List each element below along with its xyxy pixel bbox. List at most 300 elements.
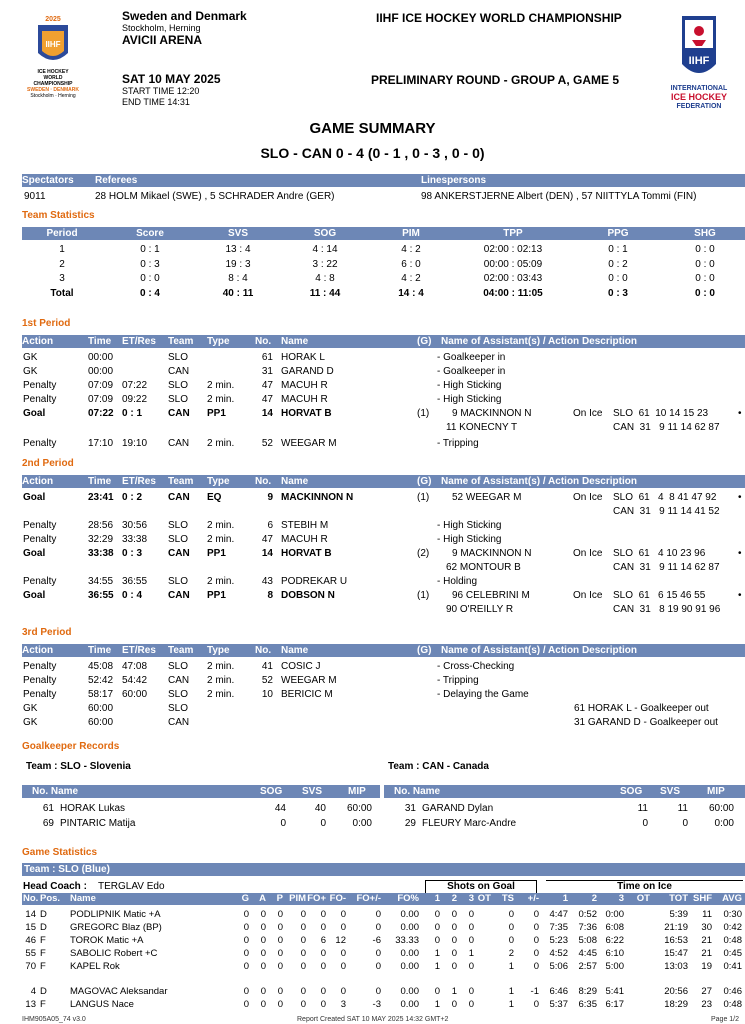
player-row — [0, 921, 745, 934]
event-header-cell: Time — [88, 336, 112, 347]
referees-value: 28 HOLM Mikael (SWE) , 5 SCHRADER Andre (GER) — [95, 191, 335, 202]
player-cell: 6:08 — [605, 922, 624, 933]
event-et: 0 : 2 — [122, 492, 143, 503]
player-cell: 0:52 — [578, 909, 597, 920]
event-header-cell: Name of Assistant(s) / Action Description — [441, 336, 637, 347]
team-stats-cell: 00:00 : 05:09 — [483, 258, 543, 270]
event-type: 2 min. — [207, 661, 235, 672]
goalkeeper-records-title: Goalkeeper Records — [22, 741, 120, 752]
player-cell: 0 — [451, 999, 457, 1010]
championship-name: IIHF ICE HOCKEY WORLD CHAMPIONSHIP — [376, 11, 622, 25]
gk-header-name: No. Name — [32, 786, 79, 797]
event-action: Goal — [23, 408, 46, 419]
event-on-ice-slo: SLO 61 4 10 23 96 — [613, 548, 706, 559]
gk-mip: 0:00 — [352, 818, 372, 829]
player-cell: 0 — [300, 935, 306, 946]
iihf-logo — [662, 14, 736, 114]
event-header-cell: Name — [281, 645, 309, 656]
player-cell: 0 — [277, 948, 283, 959]
player-cell: 15:47 — [664, 948, 688, 959]
player-cell: 0 — [340, 909, 346, 920]
player-cell: SABOLIC Robert +C — [70, 948, 158, 959]
team-stats-cell: 0 : 0 — [695, 273, 715, 284]
event-team: SLO — [168, 703, 189, 714]
event-type: PP1 — [207, 548, 226, 559]
player-cell: 0 — [320, 999, 326, 1010]
event-right-note: 61 HORAK L - Goalkeeper out — [574, 703, 709, 714]
player-cell: 1 — [434, 948, 440, 959]
game-stats-header-cell: TOT — [669, 893, 688, 904]
iihf-line-3: FEDERATION — [676, 103, 722, 110]
player-cell: 5:39 — [669, 909, 688, 920]
event-header-cell: Name of Assistant(s) / Action Description — [441, 645, 637, 656]
team-stats-cell: 0 : 0 — [694, 287, 715, 299]
period-title: 3rd Period — [22, 627, 72, 638]
event-action: Penalty — [23, 438, 57, 449]
gk-mip: 60:00 — [708, 803, 734, 814]
event-on-ice-label: On Ice — [573, 492, 603, 503]
player-cell: 0 — [300, 909, 306, 920]
team-stats-row — [0, 272, 745, 285]
event-dot-icon: • — [738, 492, 742, 503]
event-et: 0 : 3 — [122, 548, 143, 559]
event-header-cell: Name — [281, 476, 309, 487]
game-stats-header-cell: Name — [70, 893, 96, 904]
gk-svs: 40 — [314, 803, 326, 814]
event-desc: - High Sticking — [437, 394, 502, 405]
page-title: GAME SUMMARY — [309, 120, 436, 137]
footer-page: Page 1/2 — [711, 1016, 740, 1023]
head-coach-name: TERGLAV Edo — [98, 881, 165, 892]
event-no: 14 — [261, 408, 273, 419]
player-cell: D — [40, 986, 47, 997]
event-name: WEEGAR M — [281, 675, 337, 686]
team-stats-cell: 4 : 14 — [312, 244, 338, 255]
event-desc: 52 WEEGAR M — [452, 492, 522, 503]
team-stats-cell: 6 : 0 — [401, 258, 421, 270]
player-row — [0, 998, 745, 1011]
team-stats-cell: 0 : 3 — [140, 258, 160, 270]
iihf-line-1: INTERNATIONAL — [670, 85, 728, 92]
team-stats-cell: 40 : 11 — [222, 287, 254, 299]
player-cell: -6 — [372, 935, 381, 946]
event-action: Penalty — [23, 534, 57, 545]
game-date: SAT 10 MAY 2025 — [122, 72, 221, 86]
player-cell: 0 — [260, 922, 266, 933]
event-time: 60:00 — [88, 717, 114, 728]
team-stats-cell: 11 : 44 — [309, 287, 341, 299]
player-cell: 0.00 — [400, 948, 419, 959]
event-dot-icon: • — [738, 408, 742, 419]
event-header-cell: ET/Res — [122, 645, 156, 656]
event-time: 07:09 — [88, 380, 114, 391]
gk-row — [0, 817, 745, 830]
gk-team-can: Team : CAN - Canada — [388, 761, 489, 772]
event-g: (1) — [417, 492, 430, 503]
footer-form-id: IHM905A05_74 v3.0 — [22, 1016, 86, 1023]
event-et: 60:00 — [122, 689, 148, 700]
event-no: 52 — [261, 675, 273, 686]
event-dot-icon: • — [738, 590, 742, 601]
event-type: 2 min. — [207, 394, 235, 405]
player-cell: 5:06 — [549, 961, 568, 972]
player-cell: 0 — [533, 922, 539, 933]
gk-header-mip: MIP — [348, 786, 366, 797]
event-action: Penalty — [23, 394, 57, 405]
player-cell: F — [40, 935, 46, 946]
event-row — [0, 575, 745, 588]
player-cell: 7:36 — [578, 922, 597, 933]
event-team: CAN — [168, 408, 190, 419]
event-row-continued — [0, 421, 745, 434]
team-stats-col-pim: PIM — [402, 228, 420, 239]
gk-no: 31 — [404, 803, 416, 814]
player-cell: 0 — [468, 922, 474, 933]
event-g: (1) — [417, 408, 430, 419]
team-stats-row — [0, 287, 745, 300]
event-name: BERICIC M — [281, 689, 333, 700]
svg-text:IIHF: IIHF — [45, 40, 61, 49]
spectators-heading: Spectators — [22, 175, 74, 186]
event-desc: - Tripping — [437, 438, 479, 449]
player-cell: 0 — [508, 922, 514, 933]
event-name: HORAK L — [281, 352, 325, 363]
team-stats-cell: 1 — [59, 244, 65, 255]
team-stats-col-ppg: PPG — [607, 228, 629, 239]
linespersons-heading: Linespersons — [421, 175, 487, 186]
event-row-continued — [0, 603, 745, 616]
event-team: SLO — [168, 689, 189, 700]
event-row — [0, 437, 745, 450]
player-cell: 0 — [434, 986, 440, 997]
event-type: 2 min. — [207, 520, 235, 531]
game-stats-header-cell: A — [259, 893, 266, 904]
player-cell: 14 — [25, 909, 36, 920]
player-cell: 33.33 — [395, 935, 419, 946]
team-stats-cell: 3 — [59, 273, 65, 284]
event-team: CAN — [168, 590, 190, 601]
logo-shield-icon — [24, 23, 82, 69]
event-header-cell: (G) — [417, 336, 432, 347]
player-cell: 0 — [451, 909, 457, 920]
event-desc: - Tripping — [437, 675, 479, 686]
player-cell: 0 — [434, 922, 440, 933]
gk-svs: 0 — [682, 818, 688, 829]
event-team: CAN — [168, 675, 190, 686]
player-cell: 0 — [468, 935, 474, 946]
event-action: Penalty — [23, 520, 57, 531]
event-dot-icon: • — [738, 548, 742, 559]
player-cell: 0 — [468, 986, 474, 997]
team-stats-cell: 2 — [59, 258, 65, 270]
player-cell: 12 — [335, 935, 346, 946]
event-no: 9 — [267, 492, 273, 503]
event-header — [22, 475, 745, 488]
game-stats-header-cell: 2 — [451, 893, 457, 904]
time-on-ice-label: Time on Ice — [546, 880, 743, 893]
game-stats-header-cell: +/- — [527, 893, 539, 904]
player-cell: 27 — [701, 986, 712, 997]
logo-line-3: CHAMPIONSHIP — [33, 81, 73, 87]
gk-header-sog: SOG — [260, 786, 283, 797]
event-desc: - High Sticking — [437, 534, 502, 545]
event-header-cell: (G) — [417, 645, 432, 656]
event-header-cell: Action — [22, 336, 54, 347]
player-cell: 0 — [243, 948, 249, 959]
team-stats-cell: 04:00 : 11:05 — [483, 287, 543, 299]
player-cell: 1 — [434, 961, 440, 972]
shots-on-goal-label: Shots on Goal — [425, 880, 537, 893]
event-no: 41 — [261, 661, 273, 672]
gk-sog: 44 — [274, 803, 286, 814]
iihf-line-2: ICE HOCKEY — [670, 92, 727, 102]
event-time: 23:41 — [88, 492, 114, 503]
event-header-cell: No. — [255, 645, 272, 656]
event-name: HORVAT B — [281, 408, 332, 419]
logo-line-1: ICE HOCKEY — [37, 69, 69, 75]
event-et: 07:22 — [122, 380, 148, 391]
period-title: 2nd Period — [22, 458, 74, 469]
event-no: 43 — [261, 576, 273, 587]
event-desc: - Holding — [437, 576, 478, 587]
event-action: Penalty — [23, 380, 57, 391]
event-team: SLO — [168, 661, 189, 672]
event-action: Goal — [23, 590, 46, 601]
player-cell: 8:29 — [578, 986, 597, 997]
player-cell: 0 — [340, 986, 346, 997]
event-on-ice-slo: SLO 61 4 8 41 47 92 — [613, 492, 717, 503]
team-stats-cell: 4 : 2 — [401, 244, 421, 255]
player-cell: 0 — [340, 922, 346, 933]
player-cell: 1 — [468, 948, 474, 959]
player-cell: 46 — [25, 935, 36, 946]
event-desc: 9 MACKINNON N — [452, 408, 532, 419]
event-action: Penalty — [23, 661, 57, 672]
gk-no: 29 — [404, 818, 416, 829]
event-header-cell: Name — [281, 336, 309, 347]
player-cell: 0 — [468, 909, 474, 920]
player-cell: GREGORC Blaz (BP) — [70, 922, 162, 933]
event-desc: 96 CELEBRINI M — [452, 590, 530, 601]
team-stats-cell: 0 : 3 — [607, 287, 628, 299]
officials-header — [22, 174, 745, 187]
iihf-shield-icon — [662, 14, 736, 84]
gk-header-sog: SOG — [620, 786, 643, 797]
event-row — [0, 519, 745, 532]
event-team: CAN — [168, 438, 190, 449]
player-row — [0, 960, 745, 973]
player-cell: 0 — [277, 922, 283, 933]
player-cell: 55 — [25, 948, 36, 959]
event-time: 32:29 — [88, 534, 114, 545]
game-stats-title: Game Statistics — [22, 847, 98, 858]
event-name: MACUH R — [281, 380, 328, 391]
gk-name: PINTARIC Matija — [60, 818, 136, 829]
player-cell: TOROK Matic +A — [70, 935, 144, 946]
game-stats-header-cell: FO+ — [307, 893, 326, 904]
event-on-ice-slo: SLO 61 6 15 46 55 — [613, 590, 706, 601]
event-time: 45:08 — [88, 661, 114, 672]
player-cell: 0 — [243, 922, 249, 933]
event-on-ice-can: CAN 31 9 11 14 41 52 — [613, 506, 720, 517]
player-cell: 0 — [260, 935, 266, 946]
event-header-cell: Action — [22, 476, 54, 487]
player-cell: 19 — [701, 961, 712, 972]
event-row-continued — [0, 561, 745, 574]
event-no: 61 — [261, 352, 273, 363]
player-cell: 4:52 — [549, 948, 568, 959]
player-cell: 0 — [320, 909, 326, 920]
event-on-ice-slo: SLO 61 10 14 15 23 — [613, 408, 709, 419]
team-stats-cell: 02:00 : 02:13 — [483, 244, 543, 255]
event-on-ice-can: CAN 31 8 19 90 91 96 — [613, 604, 721, 615]
player-cell: 21 — [701, 948, 712, 959]
player-cell: 0 — [451, 922, 457, 933]
team-stats-header — [22, 227, 745, 240]
player-cell: 0 — [243, 935, 249, 946]
event-on-ice-can: CAN 31 9 11 14 62 87 — [613, 422, 720, 433]
event-g: (2) — [417, 548, 430, 559]
player-cell: 0 — [434, 909, 440, 920]
event-no: 31 — [261, 366, 273, 377]
player-cell: 0 — [508, 909, 514, 920]
event-header-cell: Action — [22, 645, 54, 656]
event-time: 00:00 — [88, 366, 114, 377]
event-team: CAN — [168, 717, 190, 728]
event-row — [0, 589, 745, 602]
gk-row — [0, 802, 745, 815]
event-time: 28:56 — [88, 520, 114, 531]
event-time: 07:09 — [88, 394, 114, 405]
team-stats-col-tpp: TPP — [503, 228, 523, 239]
game-stats-header-cell: Pos. — [40, 893, 61, 904]
event-action: GK — [23, 703, 38, 714]
event-row-continued — [0, 505, 745, 518]
player-cell: 0 — [243, 961, 249, 972]
event-desc: 9 MACKINNON N — [452, 548, 532, 559]
team-stats-cell: 13 : 4 — [225, 244, 251, 255]
event-row — [0, 674, 745, 687]
gk-svs: 11 — [677, 803, 688, 814]
venue-city: Stockholm, Herning — [122, 23, 201, 33]
player-cell: 15 — [25, 922, 36, 933]
event-row — [0, 660, 745, 673]
event-type: EQ — [207, 492, 222, 503]
player-cell: 11 — [702, 909, 712, 920]
player-cell: 0 — [277, 909, 283, 920]
event-on-ice-label: On Ice — [573, 408, 603, 419]
event-header-cell: Time — [88, 476, 112, 487]
event-g: (1) — [417, 590, 430, 601]
gk-mip: 60:00 — [346, 803, 372, 814]
event-row — [0, 365, 745, 378]
player-cell: 5:00 — [605, 961, 624, 972]
player-cell: 1 — [508, 961, 514, 972]
player-cell: -1 — [530, 986, 539, 997]
event-header-cell: Time — [88, 645, 112, 656]
event-et: 36:55 — [122, 576, 148, 587]
gk-header-svs: SVS — [302, 786, 323, 797]
gk-sog: 0 — [642, 818, 648, 829]
player-cell: 6 — [320, 935, 326, 946]
game-stats-header-cell: 1 — [562, 893, 568, 904]
team-stats-cell: 4 : 2 — [401, 273, 421, 284]
player-cell: 0 — [300, 999, 306, 1010]
event-row — [0, 533, 745, 546]
event-header-cell: No. — [255, 336, 272, 347]
event-type: 2 min. — [207, 675, 235, 686]
player-cell: 0 — [375, 922, 381, 933]
event-type: PP1 — [207, 590, 226, 601]
event-action: GK — [23, 717, 38, 728]
event-header-cell: Team — [168, 476, 194, 487]
event-header-cell: Type — [207, 336, 230, 347]
player-cell: 6:46 — [549, 986, 568, 997]
player-cell: 5:08 — [578, 935, 597, 946]
team-stats-cell: 0 : 0 — [140, 273, 160, 284]
event-on-ice-label: On Ice — [573, 548, 603, 559]
player-cell: 0 — [243, 986, 249, 997]
team-stats-cell: 4 : 8 — [315, 273, 335, 284]
player-cell: 0 — [508, 935, 514, 946]
event-time: 60:00 — [88, 703, 114, 714]
player-cell: 0 — [340, 961, 346, 972]
event-header-cell: Type — [207, 476, 230, 487]
player-cell: F — [40, 961, 46, 972]
player-cell: 0 — [533, 935, 539, 946]
player-cell: 0:46 — [723, 986, 742, 997]
event-header-cell: ET/Res — [122, 476, 156, 487]
player-cell: 0 — [243, 999, 249, 1010]
event-header-cell: Team — [168, 336, 194, 347]
player-cell: 0 — [277, 999, 283, 1010]
event-time: 07:22 — [88, 408, 114, 419]
event-row — [0, 702, 745, 715]
team-stats-cell: 0 : 4 — [139, 287, 160, 299]
player-cell: PODLIPNIK Matic +A — [70, 909, 161, 920]
event-action: Goal — [23, 492, 46, 503]
team-stats-cell: 0 : 0 — [608, 273, 628, 284]
team-stats-col-sog: SOG — [313, 228, 337, 239]
player-row — [0, 947, 745, 960]
player-cell: 23 — [701, 999, 712, 1010]
event-header-cell: ET/Res — [122, 336, 156, 347]
team-stats-cell: 3 : 22 — [312, 258, 338, 270]
linespersons-value: 98 ANKERSTJERNE Albert (DEN) , 57 NIITTYLA Tommi (FIN) — [421, 191, 697, 202]
game-stats-header-cell: OT — [636, 893, 650, 904]
game-stats-header-cell: FO+/- — [356, 893, 381, 904]
team-stats-cell: 14 : 4 — [398, 287, 424, 299]
event-team: SLO — [168, 576, 189, 587]
player-cell: 16:53 — [664, 935, 688, 946]
team-stats-cell: 0 : 0 — [695, 244, 715, 255]
event-type: PP1 — [207, 408, 226, 419]
event-action: GK — [23, 352, 38, 363]
player-cell: D — [40, 922, 47, 933]
team-stats-col-svs: SVS — [227, 228, 248, 239]
event-type: 2 min. — [207, 534, 235, 545]
game-stats-header-cell: 2 — [591, 893, 597, 904]
event-team: SLO — [168, 380, 189, 391]
player-cell: 0 — [451, 948, 457, 959]
event-row — [0, 407, 745, 420]
player-cell: 0 — [320, 948, 326, 959]
player-cell: 4:47 — [549, 909, 568, 920]
gk-header — [384, 785, 745, 798]
event-et: 30:56 — [122, 520, 148, 531]
event-no: 47 — [261, 394, 273, 405]
player-cell: F — [40, 999, 46, 1010]
